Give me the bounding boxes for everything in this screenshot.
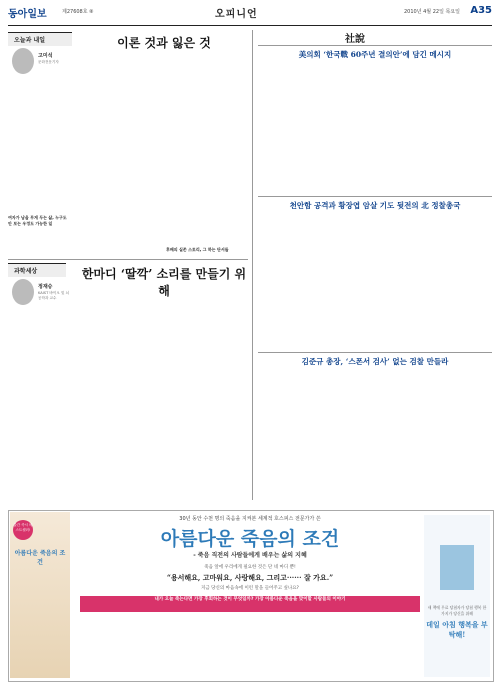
body-text bbox=[378, 215, 492, 350]
author-job: KAIST 바이오 및 뇌공학과 교수 bbox=[38, 291, 70, 300]
body-text bbox=[258, 215, 372, 350]
body-text bbox=[8, 80, 70, 215]
column-label-science: 과학세상 bbox=[8, 263, 66, 277]
article-subtitle: 여자가 남을 무게 두는 삶, 누구도 안 보는 우정도 가능한 일 bbox=[8, 215, 67, 226]
body-text bbox=[8, 225, 70, 255]
column-divider bbox=[252, 30, 253, 500]
promo-note: 새 책에 무료 당첨자가 당첨 행복 한 가지가 당신을 위해 bbox=[427, 605, 487, 616]
author-avatar bbox=[12, 48, 34, 74]
ad-title: 아름다운 죽음의 조건 bbox=[160, 528, 340, 550]
issue-number: 제27608호 ⑧ bbox=[62, 9, 94, 15]
article-subtitle: 후배의 실존 스토리, 그 하는 단서들 bbox=[166, 247, 229, 252]
editorial-headline-1: 美의회 ‘한국戰 60주년 결의안’에 담긴 메시지 bbox=[298, 50, 452, 59]
divider bbox=[8, 259, 248, 260]
body-text bbox=[258, 371, 372, 499]
body-text bbox=[166, 287, 248, 497]
article-title: 이론 것과 잃은 것 bbox=[117, 36, 211, 50]
author-avatar bbox=[12, 279, 34, 305]
newspaper-brand: 동아일보 bbox=[8, 9, 47, 20]
divider bbox=[258, 352, 492, 353]
divider bbox=[258, 45, 492, 46]
side-promo[interactable] bbox=[424, 515, 490, 677]
body-text bbox=[258, 64, 372, 194]
ad-quote-sub: 지금 당신의 마음속에 이런 말을 들어주고 싶나요? bbox=[201, 586, 299, 591]
body-text bbox=[166, 56, 248, 246]
section-title: 오피니언 bbox=[215, 9, 258, 20]
author-name: 정재승 bbox=[38, 284, 53, 290]
divider bbox=[258, 196, 492, 197]
promo-book-image bbox=[440, 545, 474, 590]
ad-question: 내가 오늘 죽는다면 가장 후회하는 것이 무엇일까? 가장 아름다운 죽음을 맞이할 사람들의 이야기 bbox=[80, 596, 420, 612]
ad-body bbox=[80, 616, 420, 674]
article-title: 한마디 ‘딸깍’ 소리를 만들기 위해 bbox=[81, 267, 247, 298]
body-text bbox=[378, 371, 492, 499]
issue-date: 2010년 4월 22일 목요일 bbox=[403, 9, 460, 15]
editorial-headline-2: 천안함 공격과 황장엽 암살 기도 뒷전의 北 정찰총국 bbox=[289, 201, 461, 210]
body-text bbox=[80, 287, 160, 497]
ad-banner: 30년 동안 수천 명의 죽음을 지켜본 세계적 호스피스 전문가가 쓴 bbox=[179, 516, 321, 522]
book-cover-title: 아름다운 죽음의 조건 bbox=[14, 550, 66, 566]
author-name: 고미석 bbox=[38, 53, 53, 59]
bestseller-badge: 출간 즉시 베스트셀러! bbox=[13, 520, 33, 540]
ad-lead: 죽음 앞에 우리에게 필요한 것은 단 네 마디 뿐! bbox=[204, 565, 296, 570]
editorial-label: 社說 bbox=[345, 34, 365, 45]
ad-quote: “용서해요, 고마워요, 사랑해요, 그리고······ 잘 가요.” bbox=[166, 573, 334, 582]
promo-slogan: 데일 아침 행복을 부탁해! bbox=[426, 620, 488, 639]
page-number: A35 bbox=[470, 5, 492, 16]
body-text bbox=[378, 64, 492, 194]
editorial-headline-3: 김준규 총장, ‘스폰서 검사’ 없는 검찰 만들라 bbox=[301, 357, 449, 366]
body-text bbox=[80, 56, 160, 246]
author-job: 문화전문기자 bbox=[38, 60, 59, 64]
column-label-today: 오늘과 내일 bbox=[8, 32, 72, 46]
ad-subtitle: - 죽음 직전의 사람들에게 배우는 삶의 지혜 bbox=[193, 552, 307, 559]
body-text bbox=[8, 312, 70, 497]
